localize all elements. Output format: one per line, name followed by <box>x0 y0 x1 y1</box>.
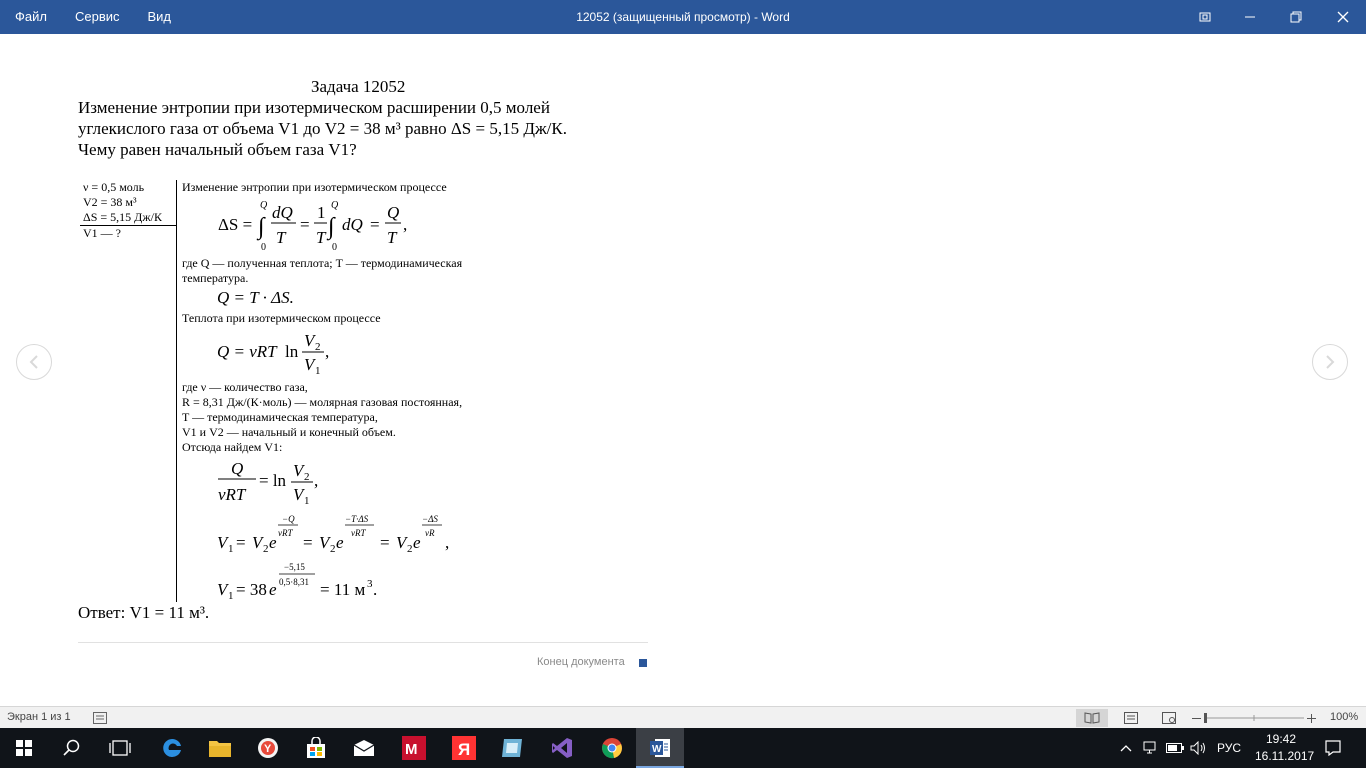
svg-text:0: 0 <box>261 242 266 253</box>
svg-text:dQ: dQ <box>272 203 293 222</box>
given-volume: V2 = 38 м³ <box>83 195 137 209</box>
taskbar-chrome[interactable] <box>588 728 636 768</box>
formula-volume-general <box>214 511 464 557</box>
svg-text:= 38: = 38 <box>236 580 267 599</box>
svg-text:V: V <box>304 355 315 374</box>
svg-text:= ln: = ln <box>259 471 287 490</box>
zoom-slider[interactable] <box>1204 709 1304 727</box>
svg-text:3: 3 <box>367 578 373 590</box>
solution-line-5: где ν — количество газа, <box>182 380 308 394</box>
yandex-icon <box>452 736 476 760</box>
minus-icon <box>1192 714 1201 723</box>
store-icon <box>305 737 327 759</box>
taskbar-app-red[interactable] <box>390 728 438 768</box>
window-title: 12052 (защищенный просмотр) - Word <box>576 10 790 24</box>
svg-text:=: = <box>300 215 310 234</box>
windows-icon <box>16 740 32 756</box>
svg-text:1: 1 <box>228 543 234 555</box>
end-divider <box>78 642 648 643</box>
previous-screen-button[interactable] <box>16 344 52 380</box>
mail-icon <box>353 740 375 756</box>
minimize-icon <box>1244 11 1256 23</box>
svg-text:2: 2 <box>407 543 413 555</box>
show-hidden-icons-button[interactable] <box>1114 728 1138 768</box>
svg-text:−Q: −Q <box>282 514 295 524</box>
network-button[interactable] <box>1140 728 1162 768</box>
chevron-right-icon <box>1324 355 1336 369</box>
chevron-up-icon <box>1120 744 1132 752</box>
page-icon <box>1124 712 1138 724</box>
svg-text:M: M <box>405 741 418 758</box>
start-button[interactable] <box>0 728 48 768</box>
formula-log-ratio <box>214 456 334 510</box>
svg-text:2: 2 <box>304 471 310 483</box>
given-divider <box>80 225 176 226</box>
clock-date[interactable]: 16.11.2017 <box>1255 749 1315 763</box>
svg-text:ln: ln <box>285 342 299 361</box>
next-screen-button[interactable] <box>1312 344 1348 380</box>
task-statement <box>78 97 567 160</box>
solution-line-1: Изменение энтропии при изотермическом процессе <box>182 180 447 194</box>
solution-line-3: температура. <box>182 271 249 285</box>
svg-text:,: , <box>314 471 319 490</box>
battery-button[interactable] <box>1164 728 1186 768</box>
network-icon <box>1143 741 1159 755</box>
edge-icon <box>161 737 183 759</box>
visual-studio-icon <box>551 737 573 759</box>
svg-text:0,5·8,31: 0,5·8,31 <box>279 577 309 587</box>
svg-text:2: 2 <box>315 341 321 353</box>
formula-entropy <box>214 196 424 254</box>
web-layout-button[interactable] <box>1156 709 1182 727</box>
svg-text:e: e <box>269 533 277 552</box>
svg-text:1: 1 <box>228 590 234 602</box>
notification-icon <box>1325 740 1341 756</box>
taskbar <box>0 728 1366 768</box>
speaker-icon <box>1190 741 1208 755</box>
chrome-icon <box>601 737 623 759</box>
menu-bar <box>0 0 185 34</box>
action-center-button[interactable] <box>1318 728 1348 768</box>
svg-text:Q: Q <box>231 459 244 478</box>
svg-text:Q: Q <box>260 200 268 211</box>
svg-text:−ΔS: −ΔS <box>422 514 438 524</box>
screen-counter: Экран 1 из 1 <box>7 711 71 723</box>
title-bar <box>0 0 1366 34</box>
svg-text:.: . <box>373 580 378 599</box>
svg-text:νRT: νRT <box>218 485 246 504</box>
svg-text:Q = νRT: Q = νRT <box>217 342 277 361</box>
task-line-1: Изменение энтропии при изотермическом расширении 0,5 молей <box>78 98 550 117</box>
svg-text:V: V <box>293 485 304 504</box>
given-moles: ν = 0,5 моль <box>83 180 145 194</box>
plus-icon <box>1307 714 1316 723</box>
taskbar-explorer[interactable] <box>196 728 244 768</box>
taskbar-edge[interactable] <box>148 728 196 768</box>
taskbar-store[interactable] <box>292 728 340 768</box>
svg-text:V: V <box>217 533 228 552</box>
app-icon <box>500 737 524 759</box>
task-view-button[interactable] <box>96 728 144 768</box>
svg-text:νR: νR <box>425 528 435 538</box>
clock-time[interactable]: 19:42 <box>1266 732 1297 746</box>
svg-text:1: 1 <box>317 203 326 222</box>
status-bar <box>0 706 1366 728</box>
svg-text:Q: Q <box>331 200 339 211</box>
svg-text:V: V <box>304 331 315 350</box>
fullscreen-button[interactable] <box>1182 0 1228 34</box>
book-icon <box>1084 712 1100 724</box>
search-icon <box>63 739 81 757</box>
svg-text:=: = <box>370 215 380 234</box>
svg-text:V: V <box>293 461 304 480</box>
web-layout-icon <box>1162 712 1176 724</box>
solution-line-8: V1 и V2 — начальный и конечный объем. <box>182 425 396 439</box>
svg-text:=: = <box>303 533 313 552</box>
zoom-out-button[interactable] <box>1190 709 1202 727</box>
svg-text:W: W <box>652 744 662 755</box>
taskbar-app-blue[interactable] <box>488 728 536 768</box>
svg-text:Я: Я <box>458 740 471 759</box>
svg-text:νRT: νRT <box>351 528 366 538</box>
layout-icon[interactable] <box>92 709 108 727</box>
formula-volume-result <box>214 558 394 602</box>
svg-text:=: = <box>236 533 246 552</box>
close-button[interactable] <box>1320 0 1366 34</box>
read-mode-button[interactable] <box>1076 709 1108 727</box>
menu-tools[interactable]: Сервис <box>74 9 120 24</box>
svg-text:1: 1 <box>304 495 310 507</box>
svg-text:,: , <box>445 533 450 552</box>
svg-text:Y: Y <box>264 743 272 755</box>
word-icon <box>649 737 671 759</box>
taskbar-mail[interactable] <box>340 728 388 768</box>
zoom-in-button[interactable] <box>1305 709 1317 727</box>
given-unknown: V1 — ? <box>83 226 121 240</box>
svg-text:V: V <box>252 533 263 552</box>
svg-text:0: 0 <box>332 242 337 253</box>
task-view-icon <box>109 740 131 756</box>
svg-text:= 11 м: = 11 м <box>320 580 366 599</box>
yandex-browser-icon <box>257 737 279 759</box>
svg-text:=: = <box>380 533 390 552</box>
answer: Ответ: V1 = 11 м³. <box>78 603 210 622</box>
restore-icon <box>1290 11 1302 23</box>
taskbar-yandex-browser[interactable] <box>244 728 292 768</box>
solution-line-2: где Q — полученная теплота; T — термодинамическая <box>182 256 463 270</box>
svg-text:ΔS =: ΔS = <box>218 215 253 234</box>
svg-text:dQ: dQ <box>342 215 363 234</box>
volume-button[interactable] <box>1188 728 1210 768</box>
menu-file[interactable]: Файл <box>15 9 47 24</box>
fullscreen-icon <box>1199 11 1211 23</box>
svg-text:e: e <box>269 580 277 599</box>
app-icon <box>402 736 426 760</box>
menu-view[interactable]: Вид <box>147 9 172 24</box>
solution-line-4: Теплота при изотермическом процессе <box>182 311 381 325</box>
svg-text:Q = T · ΔS.: Q = T · ΔS. <box>217 288 294 307</box>
svg-text:2: 2 <box>263 543 269 555</box>
print-layout-button[interactable] <box>1118 709 1144 727</box>
search-button[interactable] <box>48 728 96 768</box>
svg-text:e: e <box>413 533 421 552</box>
taskbar-visual-studio[interactable] <box>538 728 586 768</box>
end-marker-icon <box>639 659 647 667</box>
svg-text:Q: Q <box>387 203 400 222</box>
given-block <box>80 180 176 241</box>
svg-text:∫: ∫ <box>328 214 335 240</box>
svg-text:−5,15: −5,15 <box>284 562 305 572</box>
svg-text:,: , <box>325 342 330 361</box>
close-icon <box>1337 11 1349 23</box>
taskbar-word[interactable] <box>636 728 684 768</box>
svg-text:V: V <box>396 533 407 552</box>
svg-text:−T·ΔS: −T·ΔS <box>345 514 369 524</box>
taskbar-yandex[interactable] <box>440 728 488 768</box>
svg-text:T: T <box>387 228 397 247</box>
svg-text:νRT: νRT <box>278 528 293 538</box>
formula-isothermal-heat <box>214 326 344 380</box>
formula-heat <box>214 285 314 309</box>
solution-line-6: R = 8,31 Дж/(К·моль) — молярная газовая постоянная, <box>182 395 463 409</box>
svg-text:T: T <box>276 228 286 247</box>
svg-text:1: 1 <box>315 365 321 377</box>
svg-text:∫: ∫ <box>258 214 265 240</box>
zoom-level[interactable]: 100% <box>1330 711 1359 723</box>
given-entropy: ΔS = 5,15 Дж/К <box>83 210 162 224</box>
minimize-button[interactable] <box>1227 0 1273 34</box>
svg-text:V: V <box>217 580 228 599</box>
solution-line-9: Отсюда найдем V1: <box>182 440 283 454</box>
solution-line-7: T — термодинамическая температура, <box>182 410 378 424</box>
folder-icon <box>208 738 232 758</box>
battery-icon <box>1166 743 1184 753</box>
svg-text:V: V <box>319 533 330 552</box>
solution-divider <box>176 180 177 602</box>
restore-button[interactable] <box>1273 0 1319 34</box>
svg-text:T: T <box>316 228 326 247</box>
svg-text:2: 2 <box>330 543 336 555</box>
task-line-3: Чему равен начальный объем газа V1? <box>78 140 357 159</box>
svg-text:e: e <box>336 533 344 552</box>
svg-text:,: , <box>403 215 408 234</box>
chevron-left-icon <box>28 355 40 369</box>
task-line-2: углекислого газа от объема V1 до V2 = 38 м³ равно ΔS = 5,15 Дж/К. <box>78 119 567 138</box>
task-title: Задача 12052 <box>311 77 406 96</box>
end-of-document-label: Конец документа <box>537 656 625 668</box>
input-language[interactable]: РУС <box>1217 741 1242 755</box>
